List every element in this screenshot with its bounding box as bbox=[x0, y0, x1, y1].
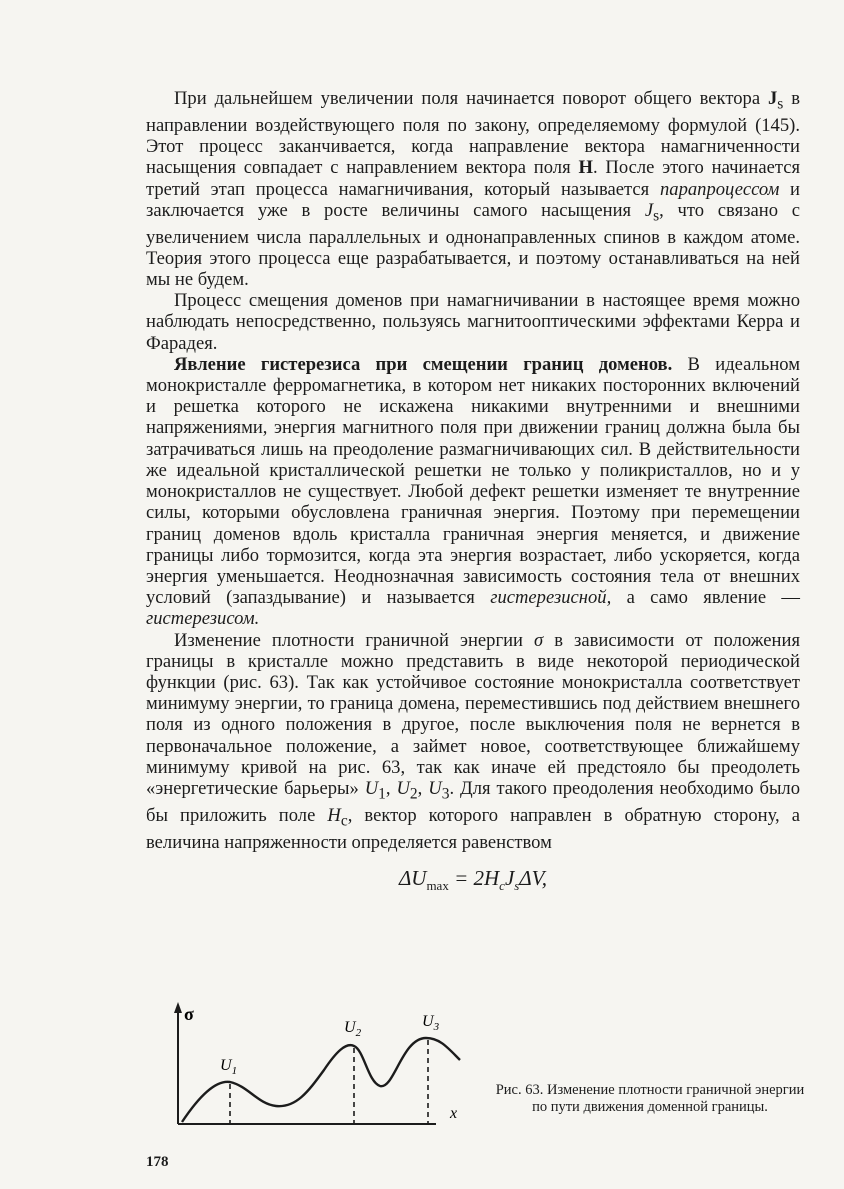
paragraph-2: Процесс смещения доменов при намагничивании в настоящее время можно наблюдать непосредственно, пользуясь магнитооптическими эффектами Керра и Фарадея. bbox=[146, 290, 800, 354]
figure-caption: Рис. 63. Изменение плотности граничной энергии по пути движения доменной границы. bbox=[495, 1082, 805, 1115]
peak-label-u3: $U_3$ bbox=[422, 1013, 440, 1033]
x-axis-label: x bbox=[450, 1105, 458, 1122]
term-paraprocess: парапроцессом bbox=[659, 178, 780, 200]
page-body bbox=[146, 88, 800, 893]
page-number: 178 bbox=[146, 1154, 169, 1170]
formula: $\Delta U_{max} = 2H_cJ_s\Delta V$, bbox=[398, 865, 548, 894]
peak-label-u1: $U_1$ bbox=[220, 1057, 238, 1077]
paragraph-1: При дальнейшем увеличении поля начинается поворот общего вектора $J_s$ в направлении воздействующего поля по закону, определяемому формулой (145). Этот процесс заканчивается, когда направление вектора намагниченности насыщения совпадает с направлением вектора поля H. После этого начинается третий этап процесса намагничивания, который называется парапроцессом и заключается уже в росте величины самого насыщения $J_s$, что связано с увеличением числа параллельных и однонаправленных спинов в каждом атоме. Теория этого процесса еще разрабатывается, и поэтому останавливаться на ней мы не будем. bbox=[146, 88, 801, 291]
peak-label-u2: $U_2$ bbox=[344, 1019, 362, 1039]
y-axis-label: σ bbox=[184, 1004, 194, 1024]
paragraph-4: Изменение плотности граничной энергии σ в зависимости от положения границы в кристалле можно представить в виде некоторой периодической функции (рис. 63). Так как устойчивое состояние монокристалла соответствует минимуму энергии, то граница домена, переместившись под действием внешнего поля из одного положения в другое, после выключения поля не вернется в первоначальное положение, а займет новое, соответствующее ближайшему минимуму кривой на рис. 63, так как иначе ей предстояло бы преодолеть «энергетические барьеры» $U_1$, $U_2$, $U_3$. Для такого преодоления необходимо было бы приложить поле $H_c$, вектор которого направлен в обратную сторону, а величина напряженности определяется равенством bbox=[146, 629, 801, 853]
y-axis-arrow-icon bbox=[174, 1002, 182, 1013]
paragraph-3: Явление гистерезиса при смещении границ доменов. В идеальном монокристалле ферромагнетика, в котором нет никаких посторонних включений и решетка которого не искажена никакими внутренними и внешними напряжениями, энергия магнитного поля при движении границ должна была бы затрачиваться лишь на преодоление размагничивающих сил. В действительности же идеальной кристаллической решетки не только у поликристаллов, но и у монокристаллов не существует. Любой дефект решетки изменяет те внутренние силы, которыми обусловлена граничная энергия. Поэтому при перемещении границ доменов вдоль кристалла граничная энергия меняется, и движение границы либо тормозится, когда эта энергия возрастает, либо ускоряется, когда энергия уменьшается. Неоднозначная зависимость состояния тела от внешних условий (запаздывание) и называется гистерезисной, а само явление — гистерезисом. bbox=[146, 353, 801, 630]
figure-63 bbox=[168, 1000, 468, 1136]
energy-curve bbox=[182, 1038, 460, 1122]
section-heading: Явление гистерезиса при смещении границ доменов. bbox=[174, 353, 673, 375]
